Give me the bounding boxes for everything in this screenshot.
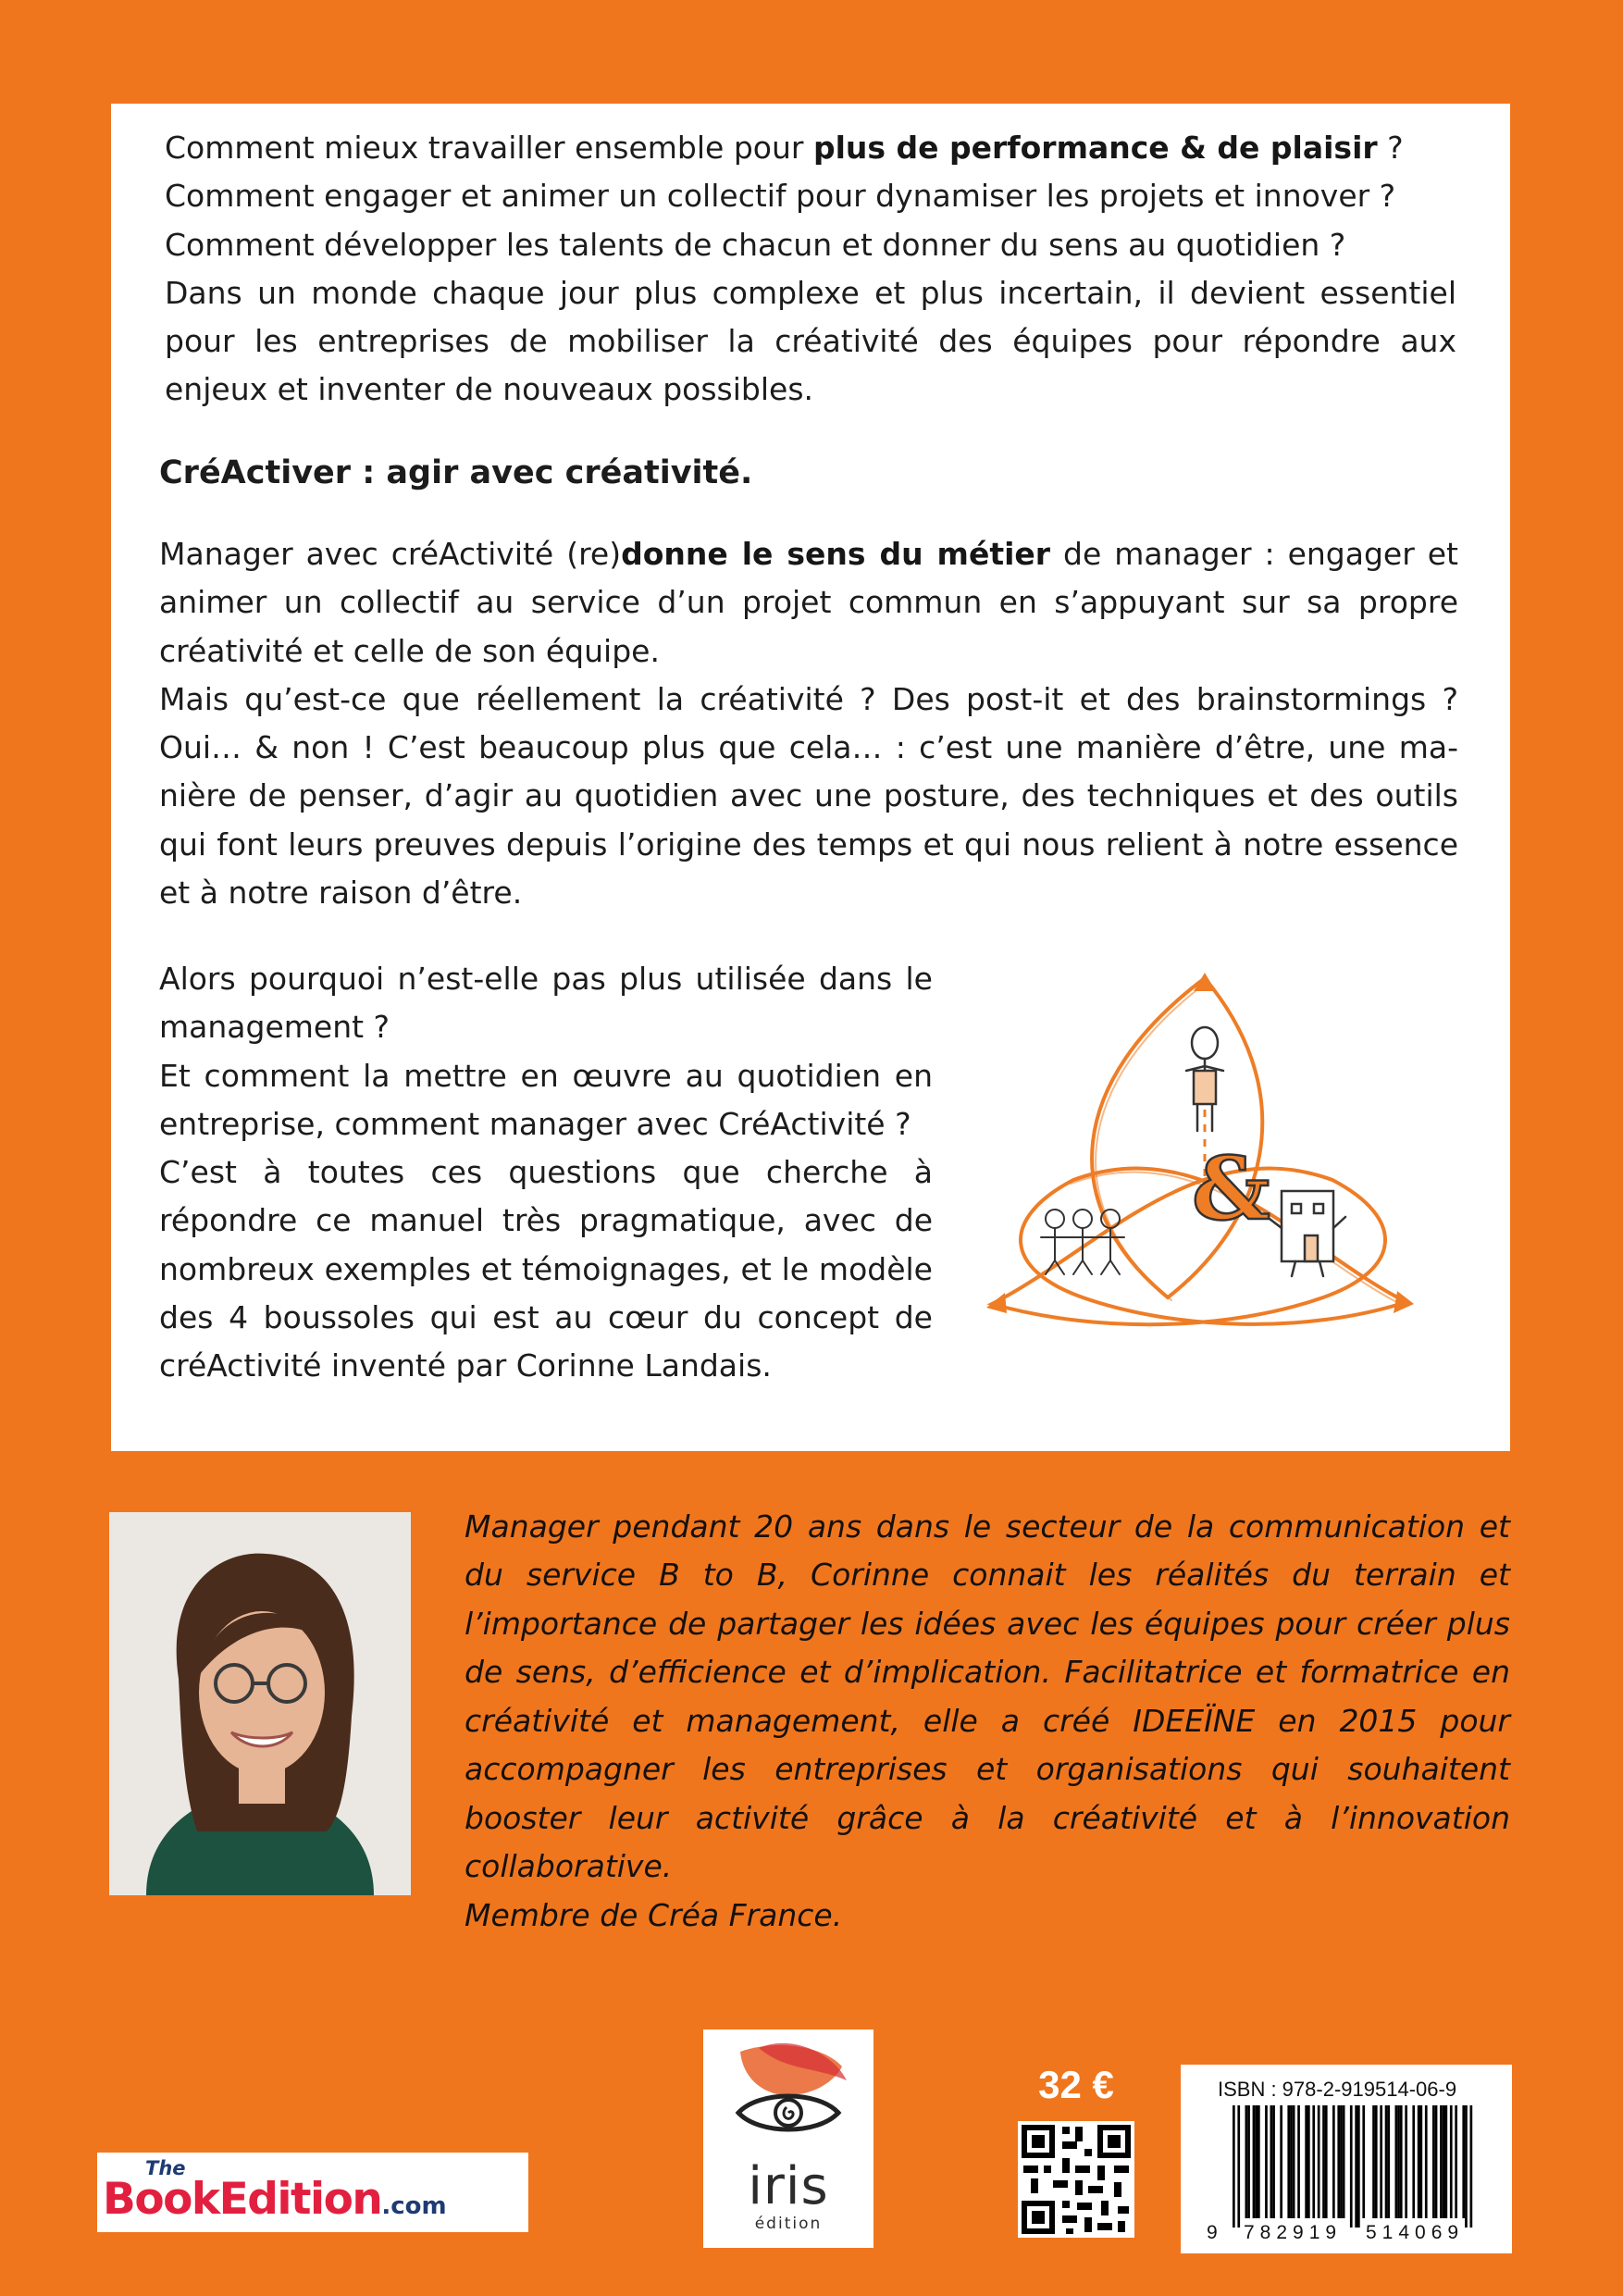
barcode-bar xyxy=(1397,2105,1400,2218)
section-heading: CréActiver : agir avec créativité. xyxy=(159,454,753,491)
barcode-bar xyxy=(1305,2105,1307,2218)
barcode-bar xyxy=(1343,2105,1345,2218)
barcode-bar xyxy=(1418,2105,1420,2218)
barcode-bar xyxy=(1357,2105,1360,2228)
barcode-bar xyxy=(1400,2105,1403,2218)
summary-panel xyxy=(111,104,1510,1451)
bio-membership: Membre de Créa France. xyxy=(465,1896,843,1933)
logo-the: The xyxy=(145,2157,186,2179)
barcode-bar xyxy=(1332,2105,1335,2218)
isbn-digits-group-1: 782919 xyxy=(1244,2222,1343,2243)
barcode-bar xyxy=(1237,2105,1240,2228)
logo-suffix: .com xyxy=(381,2192,447,2220)
logo-wordmark xyxy=(103,2175,447,2231)
barcode-bar xyxy=(1255,2105,1258,2218)
barcode-bar xyxy=(1322,2105,1325,2218)
isbn-digits-group-2: 514069 xyxy=(1366,2222,1465,2243)
author-bio xyxy=(465,1503,1510,1940)
barcode-bar xyxy=(1337,2105,1340,2218)
barcode-bar xyxy=(1387,2105,1390,2218)
barcode-bar xyxy=(1272,2105,1275,2218)
barcode-bar xyxy=(1290,2105,1293,2218)
barcode-bar xyxy=(1312,2105,1315,2218)
barcode-bar xyxy=(1470,2105,1473,2228)
barcode-bar xyxy=(1440,2105,1443,2218)
barcode-bar xyxy=(1375,2105,1378,2218)
p3-text-a: Alors pourquoi n’est-elle pas plus utilisée dans le management ? xyxy=(159,961,933,1046)
qr-code xyxy=(1018,2121,1134,2238)
author-photo xyxy=(109,1512,411,1895)
question-3: Comment développer les talents de chacun et donner du sens au quotidien ? xyxy=(165,226,1346,263)
barcode-bar xyxy=(1280,2105,1282,2218)
p2-text-a: Manager avec créActivité (re) xyxy=(159,536,622,572)
arrowhead-left xyxy=(986,1293,1007,1313)
barcode-bar xyxy=(1350,2105,1353,2228)
author-portrait xyxy=(109,1512,411,1895)
price-label: 32 € xyxy=(1038,2063,1114,2106)
isbn-digit-first: 9 xyxy=(1207,2222,1218,2243)
barcode-bar xyxy=(1325,2105,1328,2218)
barcode-bar xyxy=(1443,2105,1445,2218)
intro-text: Dans un monde chaque jour plus complexe et plus incertain, il devient essentiel pour les entreprises de mobiliser la créativité des équipes pour répondre aux enjeux et inventer de nouveaux possibles. xyxy=(165,274,1456,408)
barcode-bar xyxy=(1465,2105,1468,2228)
eye-icon xyxy=(703,2029,873,2159)
barcode-bar xyxy=(1293,2105,1295,2218)
bio-text: Manager pendant 20 ans dans le secteur de la communication et du service B to B, Corinne connait les réalités du terrain et l’importance de partager les idées avec les équipes pour créer plus de sens, d’efficience et d’implication. Facilitatrice et formatrice en créativité et management, elle a créé IDEEÏNE en 2015 pour accompagner les entreprises et organisations qui souhaitent booster leur activité grâce à la créativité et à l’innovation collaborative. xyxy=(465,1508,1510,1885)
barcode-bar xyxy=(1265,2105,1268,2218)
arrowhead-right xyxy=(1394,1291,1414,1313)
intro-paragraph xyxy=(165,124,1456,415)
barcode-bar xyxy=(1247,2105,1250,2218)
barcode-bar xyxy=(1420,2105,1423,2218)
barcode-bar xyxy=(1385,2105,1388,2218)
question-2: Comment engager et animer un collectif pour dynamiser les projets et innover ? xyxy=(165,178,1396,215)
p2-text-b: de manager : engager et animer un collectif au service d’un projet commun en s’appuyant sur sa propre créativité et celle de son équipe. xyxy=(159,536,1458,669)
barcode-bar xyxy=(1405,2105,1407,2218)
barcode-bar xyxy=(1380,2105,1382,2218)
barcode-bar xyxy=(1362,2105,1365,2218)
barcode-bar xyxy=(1455,2105,1457,2218)
barcode-bar xyxy=(1253,2105,1256,2218)
ampersand: & xyxy=(1192,1138,1270,1240)
barcode-bar xyxy=(1355,2105,1357,2228)
body-paragraph-2 xyxy=(159,530,1458,917)
triquetra-diagram xyxy=(972,941,1434,1376)
question-1-emphasis: plus de performance & de plaisir xyxy=(812,130,1378,166)
barcode-bar xyxy=(1245,2105,1248,2218)
barcode-bar xyxy=(1340,2105,1343,2218)
barcode-bar xyxy=(1307,2105,1310,2218)
question-1-start: Comment mieux travailler ensemble pour xyxy=(165,130,813,166)
barcode-bar xyxy=(1297,2105,1300,2218)
barcode-bar xyxy=(1372,2105,1375,2218)
barcode-bar xyxy=(1318,2105,1320,2218)
barcode-bar xyxy=(1462,2105,1465,2218)
barcode-bar xyxy=(1287,2105,1290,2218)
body-paragraph-3 xyxy=(159,955,933,1391)
p2-text-c: Mais qu’est-ce que réellement la créativité ? Des post-it et des brainstormings ? Oui… & non ! C’est beaucoup plus que cela… : c’est une manière d’être, une manière de penser, d’agir au quotidien avec une posture, des techniques et des outils qui font leurs preuves depuis l’origine des temps et qui nous relient à notre essence et à notre raison d’être. xyxy=(159,680,1458,912)
iris-subtitle: édition xyxy=(754,2215,823,2233)
barcode-bar xyxy=(1395,2105,1398,2218)
isbn-barcode xyxy=(1181,2065,1512,2253)
barcode-bar xyxy=(1432,2105,1435,2218)
barcode-bar xyxy=(1435,2105,1438,2218)
barcode-bar xyxy=(1445,2105,1448,2218)
iris-wordmark: iris xyxy=(748,2156,829,2216)
barcode-bar xyxy=(1412,2105,1415,2218)
barcode-bar xyxy=(1425,2105,1428,2218)
bookedition-logo xyxy=(97,2153,528,2232)
logo-main: BookEdition xyxy=(103,2174,382,2225)
p3-text-b: Et comment la mettre en œuvre au quotidien en entreprise, comment manager avec CréActivité ? xyxy=(159,1057,933,1142)
iris-edition-logo xyxy=(703,2029,873,2248)
question-1-end: ? xyxy=(1377,130,1404,166)
barcode-bar xyxy=(1450,2105,1453,2218)
barcode-bar xyxy=(1258,2105,1260,2218)
p3-text-c: C’est à toutes ces questions que cherche à répondre ce manuel très pragmatique, avec de nombreux exemples et témoignages, et le modèle des 4 boussoles qui est au cœur du concept de créActivité inventé par Corinne Landais. xyxy=(159,1154,933,1384)
p2-emphasis: donne le sens du métier xyxy=(621,536,1051,572)
barcode-bar xyxy=(1270,2105,1273,2218)
barcode-bar xyxy=(1233,2105,1235,2228)
isbn-label: ISBN : 978-2-919514-06-9 xyxy=(1218,2078,1457,2101)
